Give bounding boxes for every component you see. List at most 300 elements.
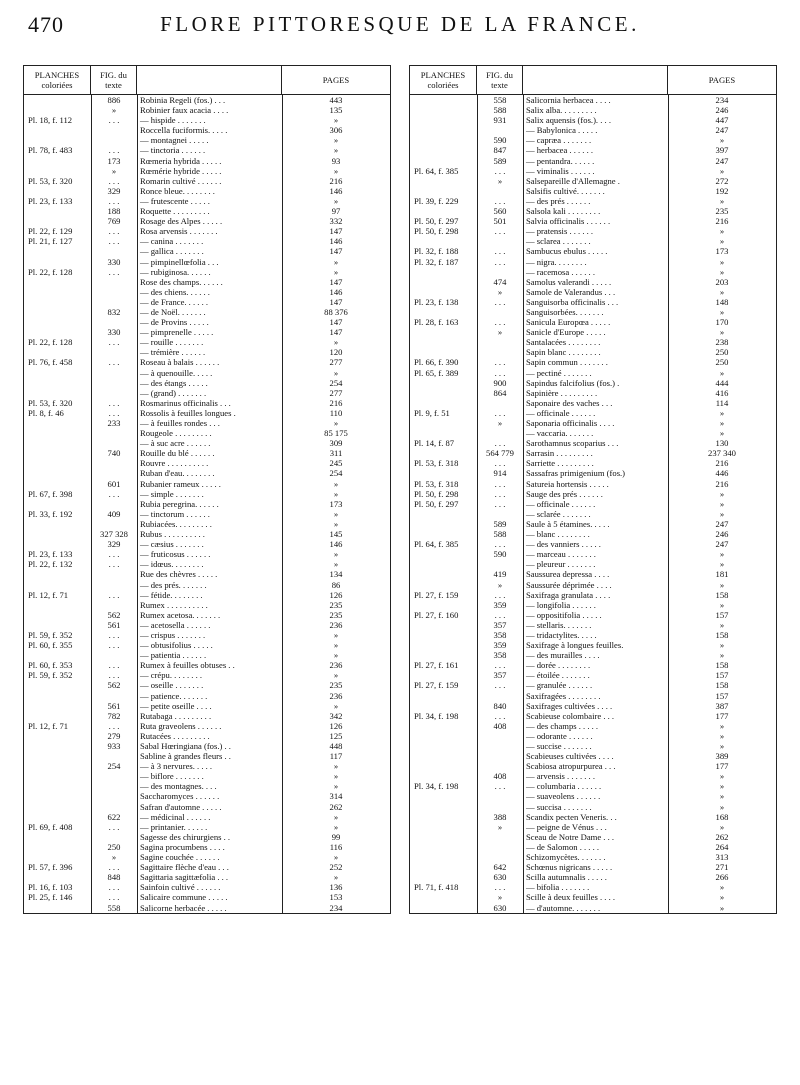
table-row — [24, 408, 390, 418]
entry-name: — columbaria . . . . . . — [526, 781, 602, 792]
table-row — [410, 903, 776, 913]
planche-ref — [410, 842, 477, 852]
planche-ref: Pl. 25, f. 146 — [28, 892, 73, 903]
entry-name: — simple . . . . . . . — [140, 488, 204, 499]
fig-ref: » — [497, 892, 503, 903]
page-ref: » — [333, 418, 339, 428]
page-ref: » — [333, 549, 339, 560]
page-ref: » — [719, 882, 725, 893]
planche-ref: Pl. 76, f. 458 — [28, 357, 73, 368]
page-ref: 147 — [329, 327, 343, 338]
fig-ref: 561 — [107, 619, 121, 630]
page-ref: 146 — [329, 539, 343, 550]
page-ref: » — [333, 771, 339, 782]
planche-ref: Pl. 34, f. 198 — [414, 710, 459, 721]
table-row — [24, 357, 390, 367]
entry-name: — de Salomon . . . . . — [526, 841, 600, 852]
page-ref: 173 — [329, 498, 343, 509]
entry-name: — pleureur . . . . . . . — [526, 559, 596, 570]
table-row — [24, 327, 390, 337]
table-row — [24, 479, 390, 489]
entry-name: — pratensis . . . . . . — [526, 226, 594, 237]
page-ref: 236 — [329, 690, 343, 701]
fig-ref: 590 — [493, 135, 507, 146]
table-row — [410, 156, 776, 166]
planche-ref — [24, 791, 91, 801]
fig-ref — [477, 691, 523, 701]
planche-ref: Pl. 60, f. 355 — [28, 640, 73, 651]
table-row — [24, 781, 390, 791]
fig-ref: 589 — [493, 518, 507, 529]
table-row — [410, 519, 776, 529]
table-row — [410, 297, 776, 307]
entry-name: — fruticosus . . . . . . — [140, 549, 211, 560]
table-row — [24, 600, 390, 610]
page-ref: 234 — [329, 902, 343, 913]
page-ref: » — [333, 488, 339, 499]
planche-ref — [410, 428, 477, 438]
entry-name: Sassafras primigenium (fos.) — [526, 468, 626, 479]
entry-name: Rose des champs. . . . . . — [140, 276, 223, 287]
entry-name: — viminalis . . . . . . — [526, 165, 595, 176]
fig-ref: » — [111, 165, 117, 176]
fig-ref: 840 — [493, 700, 507, 711]
table-row — [24, 257, 390, 267]
page-ref: » — [333, 256, 339, 267]
planche-ref — [410, 559, 477, 569]
planche-ref — [410, 378, 477, 388]
planche-ref — [24, 569, 91, 579]
planche-ref — [24, 388, 91, 398]
page-ref: 173 — [715, 246, 729, 257]
planche-ref — [24, 802, 91, 812]
table-row — [24, 176, 390, 186]
entry-name: Sarrasin . . . . . . . . . — [526, 448, 593, 459]
fig-ref — [91, 519, 137, 529]
table-row — [24, 832, 390, 842]
entry-name: — succisa . . . . . . . — [526, 801, 592, 812]
planche-ref: Pl. 71, f. 418 — [414, 882, 459, 893]
entry-name: — à suc acre . . . . . . — [140, 438, 211, 449]
table-row — [410, 882, 776, 892]
table-row — [24, 872, 390, 882]
table-row — [410, 176, 776, 186]
table-row — [410, 751, 776, 761]
page-ref: » — [719, 619, 725, 630]
planche-ref — [24, 186, 91, 196]
page-ref: » — [333, 650, 339, 661]
table-row — [410, 428, 776, 438]
fig-ref: . . . — [494, 246, 506, 257]
page-ref: » — [719, 498, 725, 509]
entry-name: Salicorne herbacée . . . . . — [140, 902, 227, 913]
table-row — [410, 307, 776, 317]
entry-name: Sarothamnus scoparius . . . — [526, 438, 619, 449]
page-ref: 444 — [715, 377, 729, 388]
entry-name: Sceau de Notre Dame . . . — [526, 831, 615, 842]
planche-ref — [24, 842, 91, 852]
page-ref: » — [719, 821, 725, 832]
entry-name: — sclarea . . . . . . . — [526, 236, 591, 247]
fig-ref — [477, 832, 523, 842]
fig-ref: 933 — [107, 741, 121, 751]
fig-ref: 886 — [107, 95, 121, 105]
page-ref: 447 — [715, 115, 729, 126]
fig-ref: . . . — [494, 589, 506, 600]
planche-ref: Pl. 65, f. 389 — [414, 367, 459, 378]
fig-ref: » — [497, 327, 503, 338]
entry-name: Saule à 5 étamines. . . . . — [526, 518, 610, 529]
entry-name: Saponaria officinalis . . . . — [526, 418, 615, 428]
fig-ref — [477, 337, 523, 347]
entry-name: Robinier faux acacia . . . . — [140, 105, 229, 116]
fig-ref: 630 — [493, 872, 507, 883]
page-ref: 236 — [329, 619, 343, 630]
table-row — [24, 539, 390, 549]
page-ref: 277 — [329, 357, 343, 368]
planche-ref — [24, 872, 91, 882]
fig-ref: . . . — [494, 195, 506, 206]
planche-ref — [24, 347, 91, 357]
table-row — [24, 267, 390, 277]
table-row — [24, 882, 390, 892]
entry-name: — arvensis . . . . . . . — [526, 771, 595, 782]
fig-ref: . . . — [108, 175, 120, 186]
entry-name: Romarin cultivé . . . . . . — [140, 175, 222, 186]
entry-name: — des champs . . . . . — [526, 720, 599, 731]
entry-name: — pectiné . . . . . . . — [526, 367, 592, 378]
table-row — [410, 357, 776, 367]
entry-name: — crispus . . . . . . . — [140, 629, 206, 640]
planche-ref — [410, 832, 477, 842]
planche-ref: Pl. 22, f. 132 — [28, 559, 73, 570]
table-row — [410, 418, 776, 428]
planche-ref: Pl. 21, f. 127 — [28, 236, 73, 247]
planche-ref: Pl. 32, f. 188 — [414, 246, 459, 257]
planche-ref: Pl. 27, f. 160 — [414, 609, 459, 620]
entry-name: — racemosa . . . . . . — [526, 266, 595, 277]
planche-ref — [410, 145, 477, 155]
page-ref: 235 — [329, 680, 343, 691]
planche-ref — [410, 287, 477, 297]
fig-ref — [477, 751, 523, 761]
planche-ref — [24, 458, 91, 468]
entry-name: — marceau . . . . . . . — [526, 549, 596, 560]
planche-ref — [410, 569, 477, 579]
col-header-name — [523, 66, 668, 94]
entry-name: — pentandra. . . . . . — [526, 155, 595, 166]
entry-name: Rœmeria hybrida . . . . . — [140, 155, 222, 166]
table-body — [410, 95, 776, 913]
table-row — [410, 580, 776, 590]
entry-name: — à 3 nervures. . . . . — [140, 761, 213, 772]
entry-name: Rougeole . . . . . . . . . — [140, 428, 212, 439]
fig-ref: . . . — [108, 670, 120, 681]
entry-name: — petite oseille . . . . — [140, 700, 212, 711]
table-header — [24, 66, 390, 95]
entry-name: Rosmarinus officinalis . . . — [140, 397, 231, 408]
entry-name: Rossolis à feuilles longues . — [140, 407, 236, 418]
entry-name: Sapinière . . . . . . . . . — [526, 387, 598, 398]
fig-ref: . . . — [108, 337, 120, 348]
table-row — [24, 680, 390, 690]
planche-ref — [24, 418, 91, 428]
page-ref: » — [333, 195, 339, 206]
planche-ref: Pl. 39, f. 229 — [414, 195, 459, 206]
planche-ref: Pl. 32, f. 187 — [414, 256, 459, 267]
entry-name: Rouvre . . . . . . . . . . — [140, 458, 209, 469]
table-row — [24, 892, 390, 902]
fig-ref — [477, 852, 523, 862]
page-ref: 216 — [329, 397, 343, 408]
planche-ref: Pl. 53, f. 320 — [28, 397, 73, 408]
table-row — [24, 216, 390, 226]
planche-ref — [410, 822, 477, 832]
planche-ref — [410, 529, 477, 539]
fig-ref: » — [497, 175, 503, 186]
fig-ref: 864 — [493, 387, 507, 398]
table-row — [410, 549, 776, 559]
table-row — [24, 398, 390, 408]
fig-ref — [91, 277, 137, 287]
fig-ref: . . . — [494, 882, 506, 893]
planche-ref — [410, 721, 477, 731]
entry-name: — gallica . . . . . . . — [140, 246, 204, 257]
planche-ref — [24, 731, 91, 741]
entry-name: Salvia officinalis . . . . . . — [526, 216, 611, 227]
fig-ref: 357 — [493, 670, 507, 681]
table-row — [24, 95, 390, 105]
entry-name: — biflore . . . . . . . — [140, 771, 204, 782]
table-row — [24, 569, 390, 579]
page-ref: » — [719, 226, 725, 237]
entry-name: Scandix pecten Veneris. . . — [526, 811, 617, 822]
fig-ref — [91, 468, 137, 478]
entry-name: Scabieuses cultivées . . . . — [526, 751, 614, 762]
table-row — [410, 640, 776, 650]
page-ref: 245 — [329, 458, 343, 469]
fig-ref — [477, 267, 523, 277]
index-table-right — [409, 65, 777, 914]
entry-name: — crépu. . . . . . . . — [140, 670, 203, 681]
entry-name: Safran d'automne . . . . . — [140, 801, 222, 812]
planche-ref: Pl. 12, f. 71 — [28, 720, 69, 731]
fig-ref — [477, 398, 523, 408]
page-ref: » — [719, 488, 725, 499]
table-row — [410, 610, 776, 620]
page-ref: 252 — [329, 862, 343, 873]
fig-ref: . . . — [108, 882, 120, 893]
entry-name: Rutabaga . . . . . . . . . — [140, 710, 212, 721]
fig-ref: . . . — [108, 720, 120, 731]
entry-name: — patientia . . . . . . — [140, 650, 207, 661]
fig-ref — [91, 287, 137, 297]
planche-ref — [24, 428, 91, 438]
page-ref: 446 — [715, 468, 729, 479]
table-row — [24, 771, 390, 781]
page-ref: 443 — [329, 95, 343, 105]
fig-ref: 740 — [107, 448, 121, 459]
planche-ref — [24, 711, 91, 721]
fig-ref — [91, 438, 137, 448]
entry-name: Samolus valerandi . . . . . — [526, 276, 612, 287]
page-ref: 306 — [329, 125, 343, 136]
fig-ref — [91, 832, 137, 842]
entry-name: Rue des chèvres . . . . . — [140, 569, 218, 580]
fig-ref: 588 — [493, 105, 507, 116]
planche-ref — [24, 479, 91, 489]
planche-ref — [24, 105, 91, 115]
fig-ref — [91, 580, 137, 590]
entry-name: — bifolia . . . . . . . — [526, 882, 590, 893]
planche-ref: Pl. 64, f. 385 — [414, 539, 459, 550]
table-header — [410, 66, 776, 95]
page-ref: » — [719, 549, 725, 560]
page-ref: » — [333, 761, 339, 772]
planche-ref — [410, 751, 477, 761]
entry-name: — des chiens. . . . . . — [140, 286, 210, 297]
planche-ref — [24, 277, 91, 287]
fig-ref — [91, 297, 137, 307]
page-ref: » — [719, 771, 725, 782]
entry-name: Sapin blanc . . . . . . . . — [526, 347, 601, 358]
table-row — [410, 448, 776, 458]
fig-ref: 188 — [107, 206, 121, 217]
table-row — [410, 95, 776, 105]
col-header-planches: PLANCHES coloriées — [24, 66, 91, 94]
entry-name: Roccella fuciformis. . . . . — [140, 125, 228, 136]
planche-ref — [410, 620, 477, 630]
planche-ref — [410, 549, 477, 559]
planche-ref: Pl. 28, f. 163 — [414, 317, 459, 328]
page-ref: » — [719, 650, 725, 661]
entry-name: Salix aquensis (fos.). . . . — [526, 115, 611, 126]
entry-name: Ruta graveolens . . . . . . — [140, 720, 222, 731]
planche-ref: Pl. 12, f. 71 — [28, 589, 69, 600]
entry-name: — de France. . . . . . — [140, 296, 209, 307]
fig-ref: . . . — [494, 357, 506, 368]
entry-name: — officinale . . . . . . — [526, 407, 596, 418]
entry-name: — rouille . . . . . . . — [140, 337, 204, 348]
page-ref: » — [333, 508, 339, 519]
fig-ref: 622 — [107, 811, 121, 822]
page-ref: 332 — [329, 216, 343, 227]
entry-name: Salicornia herbacea . . . . — [526, 95, 611, 105]
fig-ref — [477, 236, 523, 246]
fig-ref — [477, 761, 523, 771]
entry-name: Rœmérie hybride . . . . . — [140, 165, 222, 176]
entry-name: — des étangs . . . . . — [140, 377, 208, 388]
page-ref: 250 — [715, 347, 729, 358]
planche-ref: Pl. 8, f. 46 — [28, 407, 64, 418]
page-ref: 271 — [715, 862, 729, 873]
table-row — [410, 852, 776, 862]
entry-name: — frutescente . . . . . — [140, 195, 210, 206]
page-ref: 314 — [329, 791, 343, 802]
table-row — [410, 196, 776, 206]
fig-ref — [477, 186, 523, 196]
fig-ref: . . . — [494, 226, 506, 237]
table-row — [410, 388, 776, 398]
entry-name: Salix alba. . . . . . . . . — [526, 105, 597, 116]
fig-ref: . . . — [494, 438, 506, 449]
table-row — [24, 499, 390, 509]
planche-ref — [410, 580, 477, 590]
page-ref: 254 — [329, 468, 343, 479]
entry-name: — obtusifolius . . . . . — [140, 640, 213, 651]
planche-ref — [410, 277, 477, 287]
fig-ref: 590 — [493, 549, 507, 560]
fig-ref: . . . — [108, 145, 120, 156]
page-ref: 181 — [715, 569, 729, 580]
table-row — [410, 458, 776, 468]
fig-ref: . . . — [494, 367, 506, 378]
planche-ref — [410, 186, 477, 196]
col-header-name — [137, 66, 282, 94]
entry-name: Rouille du blé . . . . . . — [140, 448, 215, 459]
fig-ref — [91, 781, 137, 791]
entry-name: — nigra. . . . . . . . — [526, 256, 587, 267]
table-row — [410, 267, 776, 277]
table-row — [24, 388, 390, 398]
entry-name: Sanicle d'Europe . . . . . — [526, 327, 606, 338]
fig-ref: . . . — [108, 195, 120, 206]
entry-name: Rutacées . . . . . . . . . — [140, 730, 210, 741]
entry-name: — pimpinellœfolia . . . — [140, 256, 219, 267]
fig-ref — [477, 802, 523, 812]
fig-ref: 409 — [107, 508, 121, 519]
table-row — [410, 691, 776, 701]
planche-ref: Pl. 67, f. 398 — [28, 488, 73, 499]
entry-name: Sarriette . . . . . . . . . — [526, 458, 594, 469]
entry-name: Rumex à feuilles obtuses . . — [140, 660, 235, 671]
planche-ref — [410, 509, 477, 519]
entry-name: — tridactylites. . . . . — [526, 629, 597, 640]
table-row — [24, 580, 390, 590]
table-row — [410, 650, 776, 660]
table-row — [410, 822, 776, 832]
entry-name: Schizomycètes. . . . . . . — [526, 852, 606, 863]
entry-name: — vaccaria. . . . . . . — [526, 428, 594, 439]
entry-name: — étoilée . . . . . . . — [526, 670, 590, 681]
fig-ref — [477, 307, 523, 317]
table-row — [24, 156, 390, 166]
page-ref: 448 — [329, 741, 343, 751]
table-row — [24, 246, 390, 256]
page-ref: 247 — [715, 125, 729, 136]
page-ref: 147 — [329, 296, 343, 307]
planche-ref — [24, 448, 91, 458]
table-row — [410, 257, 776, 267]
page-ref: 158 — [715, 660, 729, 671]
page-ref: 235 — [715, 206, 729, 217]
page-ref: » — [333, 367, 339, 378]
page-ref: » — [333, 700, 339, 711]
page-ref: 117 — [329, 751, 343, 762]
entry-name: Saussurée déprimée . . . . — [526, 579, 612, 590]
fig-ref: . . . — [494, 488, 506, 499]
page-title: FLORE PITTORESQUE DE LA FRANCE. — [160, 12, 640, 36]
planche-ref — [410, 640, 477, 650]
entry-name: Saxifrages cultivées . . . . — [526, 700, 613, 711]
table-row — [24, 862, 390, 872]
entry-name: Rubanier rameux . . . . . — [140, 478, 221, 489]
table-row — [24, 549, 390, 559]
table-row — [24, 701, 390, 711]
fig-ref: 630 — [493, 902, 507, 913]
page-ref: 136 — [329, 882, 343, 893]
page-ref: 147 — [329, 226, 343, 237]
